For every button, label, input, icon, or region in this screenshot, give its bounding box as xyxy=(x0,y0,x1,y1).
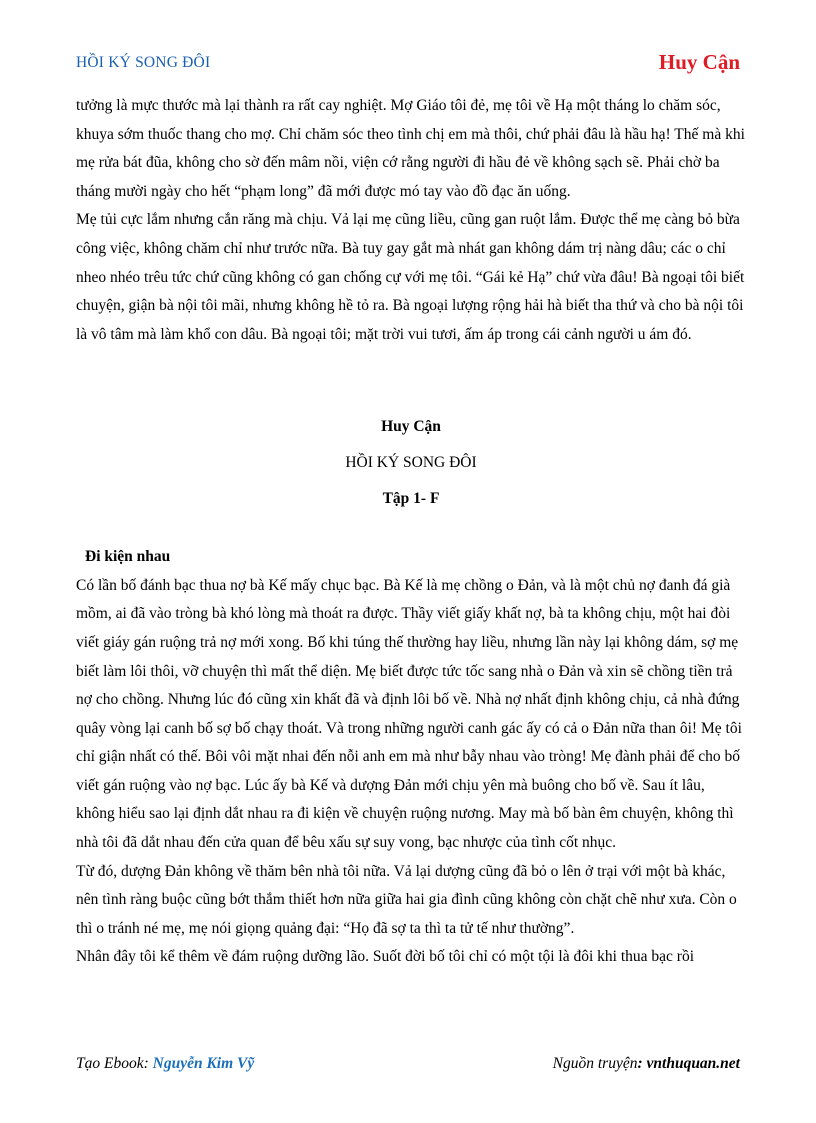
footer-ebook-separator: : xyxy=(143,1055,153,1072)
chapter-volume: Tập 1- F xyxy=(382,489,440,507)
footer-ebook-credit xyxy=(76,1055,254,1073)
body-paragraph: tưởng là mực thước mà lại thành ra rất cay nghiệt. Mợ Giáo tôi đẻ, mẹ tôi về Hạ một tháng lo chăm sóc, khuya sớm thuốc thang cho mợ. Chỉ chăm sóc theo tình chị em mà thôi, chứ phải đâu là hầu hạ! Thế mà khi mẹ rửa bát đũa, không cho sờ đến mâm nồi, viện cớ rằng người đi hầu đẻ về không sạch sẽ. Phải chờ ba tháng mười ngày cho hết “phạm long” đã mới được mó tay vào đồ đạc ăn uống. xyxy=(76,97,745,200)
footer-ebook-label: Tạo Ebook xyxy=(76,1055,144,1072)
body-paragraph: Nhân đây tôi kể thêm về đám ruộng dưỡng lão. Suốt đời bố tôi chỉ có một tội là đôi khi thua bạc rồi xyxy=(76,948,694,966)
footer-source-label: Nguồn truyện xyxy=(552,1055,638,1072)
body-paragraph: Từ đó, dượng Đản không về thăm bên nhà tôi nữa. Vả lại dượng cũng đã bỏ o lên ở trại với một bà khác, nên tình ràng buộc cũng bớt thắm thiết hơn nữa giữa hai gia đình cũng không còn chặt chẽ như xưa. Còn o thì o tránh né mẹ, mẹ nói giọng quảng đại: “Họ đã sợ ta thì ta tử tế như thường”. xyxy=(76,862,737,937)
header-book-title: HỒI KÝ SONG ĐÔI xyxy=(76,54,211,71)
section-heading: Đi kiện nhau xyxy=(85,548,171,566)
page-header xyxy=(76,50,740,76)
header-author: Huy Cận xyxy=(658,50,740,74)
footer-source-separator: : xyxy=(637,1055,647,1072)
body-paragraph: Có lần bố đánh bạc thua nợ bà Kế mấy chục bạc. Bà Kế là mẹ chồng o Đản, và là một chủ nợ đanh đá già mồm, ai đã vào tròng bà khó lòng mà thoát ra được. Thầy viết giấy khất nợ, bà ta không chịu, một hai đòi viết giáy gán ruộng trả nợ mới xong. Bố khi túng thế thường hay liều, nhưng lần này lại không dám, sợ mẹ biết làm lôi thôi, vỡ chuyện thì mất thể diện. Mẹ biết được tức tốc sang nhà o Đản và xin sẽ chồng tiền trả nợ cho chồng. Nhưng lúc đó cũng xin khất đã và định lôi bố về. Nhà nợ nhất định không chịu, cả nhà đứng quây vòng lại canh bố sợ bố chạy thoát. Và trong những người canh gác ấy có cả o Đản nữa than ôi! Mẹ tôi chỉ giận nhất có thế. Bôi vôi mặt nhai đến nỗi anh em mà như bẫy nhau vào tròng! Mẹ đành phải để cho bố viết gán ruộng vào nợ bạc. Lúc ấy bà Kế và dượng Đản mới chịu yên mà buông cho bố về. Sau ít lâu, không hiểu sao lại định dắt nhau ra đi kiện về chuyện ruộng nương. May mà bố bàn êm chuyện, không thì nhà tôi đã dắt nhau đến cửa quan để bêu xấu sự suy vong, bạc nhược của tình cốt nhục. xyxy=(76,576,742,852)
body-paragraph: Mẹ tủi cực lắm nhưng cắn răng mà chịu. Vả lại mẹ cũng liều, cũng gan ruột lắm. Được thể mẹ càng bỏ bừa công việc, không chăm chỉ như trước nữa. Bà tuy gay gắt mà nhát gan không dám trị nàng dâu; các o chỉ nheo nhéo trêu tức chứ cũng không có gan chống cự với mẹ tôi. “Gái kẻ Hạ” chứ vừa đâu! Bà ngoại tôi biết chuyện, giận bà nội tôi mãi, nhưng không hề tỏ ra. Bà ngoại lượng rộng hải hà biết tha thứ và cho bà nội tôi là vô tâm mà làm khổ con dâu. Bà ngoại tôi; mặt trời vui tươi, ấm áp trong cái cảnh người u ám đó. xyxy=(76,211,745,343)
footer-source-credit xyxy=(553,1055,740,1073)
page-content xyxy=(76,92,746,972)
footer-ebook-creator: Nguyễn Kim Vỹ xyxy=(152,1055,255,1072)
chapter-author: Huy Cận xyxy=(381,418,441,436)
chapter-book-title: HỒI KÝ SONG ĐÔI xyxy=(345,453,477,471)
footer-source-site: vnthuquan.net xyxy=(646,1055,740,1072)
